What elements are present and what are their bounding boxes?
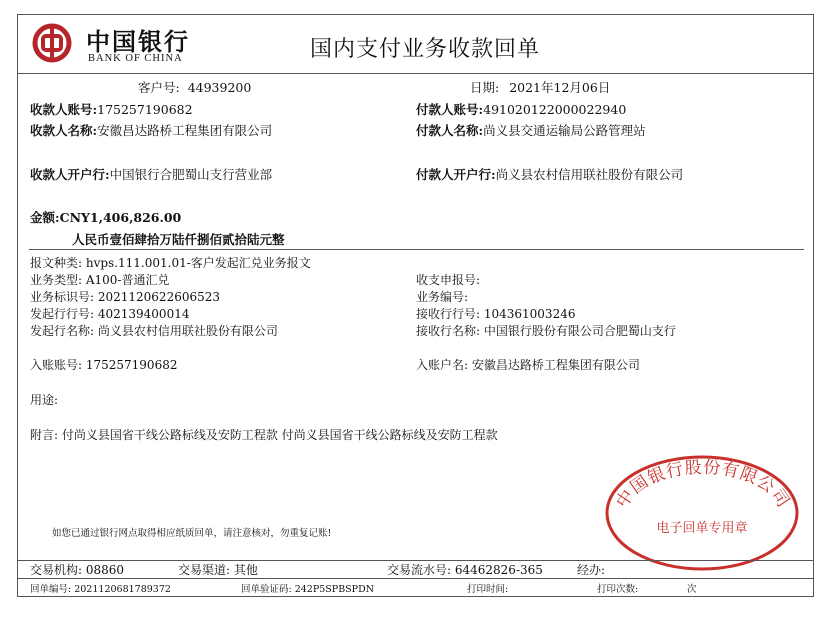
bank-name-cn: 中国银行 (86, 27, 190, 56)
receiver-bank-no: 接收行行号: 104361003246 (416, 307, 576, 321)
print-count-unit: 次 (687, 584, 697, 595)
payer-account (416, 100, 626, 118)
payer-account-value: 491020122000022940 (483, 102, 627, 117)
payee-name (30, 121, 272, 139)
amount-value: CNY1,406,826.00 (59, 210, 182, 225)
payee-name-label: 收款人名称: (30, 123, 98, 138)
payer-name-label: 付款人名称: (416, 123, 484, 138)
bank-logo (32, 20, 212, 70)
payer-name-value: 尚义县交通运输局公路管理站 (483, 123, 646, 138)
purpose: 用途: (30, 393, 59, 407)
payer-account-label: 付款人账号: (416, 102, 484, 117)
declaration-no: 收支申报号: (416, 273, 481, 287)
print-count: 打印次数: (597, 584, 639, 595)
business-type: 业务类型: A100-普通汇兑 (30, 273, 170, 287)
duplicate-notice: 如您已通过银行网点取得相应纸质回单，请注意核对，勿重复记账! (52, 528, 332, 539)
payee-account (30, 100, 193, 118)
date-label: 日期: (470, 80, 500, 95)
remark: 附言: 付尚义县国省干线公路标线及安防工程款 付尚义县国省干线公路标线及安防工程款 (30, 428, 498, 442)
date-value: 2021年12月06日 (509, 80, 611, 95)
business-no: 业务编号: (416, 290, 469, 304)
sender-bank-no: 发起行行号: 402139400014 (30, 307, 190, 321)
bank-name-en: BANK OF CHINA (88, 53, 183, 64)
payee-bank-value: 中国银行合肥蜀山支行营业部 (109, 167, 273, 182)
payer-bank (416, 165, 683, 183)
seal-center-text: 电子回单专用章 (656, 521, 748, 536)
amount-in-words: 人民币壹佰肆拾万陆仟捌佰贰拾陆元整 (72, 232, 285, 247)
business-id: 业务标识号: 2021120622606523 (30, 290, 221, 304)
verify-code: 回单验证码: 242P5SPBSPDN (241, 584, 375, 595)
amount-divider (29, 249, 804, 250)
customer-no-label: 客户号: (138, 80, 180, 95)
payee-account-value: 175257190682 (97, 102, 193, 117)
transaction-channel: 交易渠道: 其他 (178, 563, 258, 577)
sender-bank-name: 发起行名称: 尚义县农村信用联社股份有限公司 (30, 324, 278, 338)
customer-no-value: 44939200 (187, 80, 252, 95)
amount (30, 208, 181, 226)
print-time: 打印时间: (467, 584, 509, 595)
payee-account-label: 收款人账号: (30, 102, 98, 117)
payer-bank-value: 尚义县农村信用联社股份有限公司 (495, 167, 684, 182)
bank-of-china-logo-icon (32, 23, 72, 63)
payer-bank-label: 付款人开户行: (416, 167, 496, 182)
payee-bank-label: 收款人开户行: (30, 167, 110, 182)
receipt-no: 回单编号: 2021120681789372 (30, 584, 171, 595)
credit-account-name: 入账户名: 安徽昌达路桥工程集团有限公司 (416, 358, 640, 372)
receipt-date (470, 78, 610, 96)
transaction-institution: 交易机构: 08860 (30, 563, 125, 577)
payer-name (416, 121, 646, 139)
payee-name-value: 安徽昌达路桥工程集团有限公司 (97, 123, 273, 138)
customer-no (138, 78, 251, 96)
receipt-title: 国内支付业务收款回单 (310, 37, 541, 62)
handler: 经办: (577, 563, 606, 577)
electronic-receipt-seal-icon (604, 454, 800, 572)
transaction-serial: 交易流水号: 64462826-365 (387, 563, 543, 577)
credit-account: 入账账号: 175257190682 (30, 358, 178, 372)
header-divider (17, 73, 814, 74)
payee-bank (30, 165, 272, 183)
seal-arc-text: 中国银行股份有限公司 (612, 457, 794, 512)
receiver-bank-name: 接收行名称: 中国银行股份有限公司合肥蜀山支行 (416, 324, 676, 338)
footer-divider (17, 578, 814, 579)
amount-label: 金额: (30, 210, 60, 225)
message-type: 报文种类: hvps.111.001.01-客户发起汇兑业务报文 (30, 256, 311, 270)
